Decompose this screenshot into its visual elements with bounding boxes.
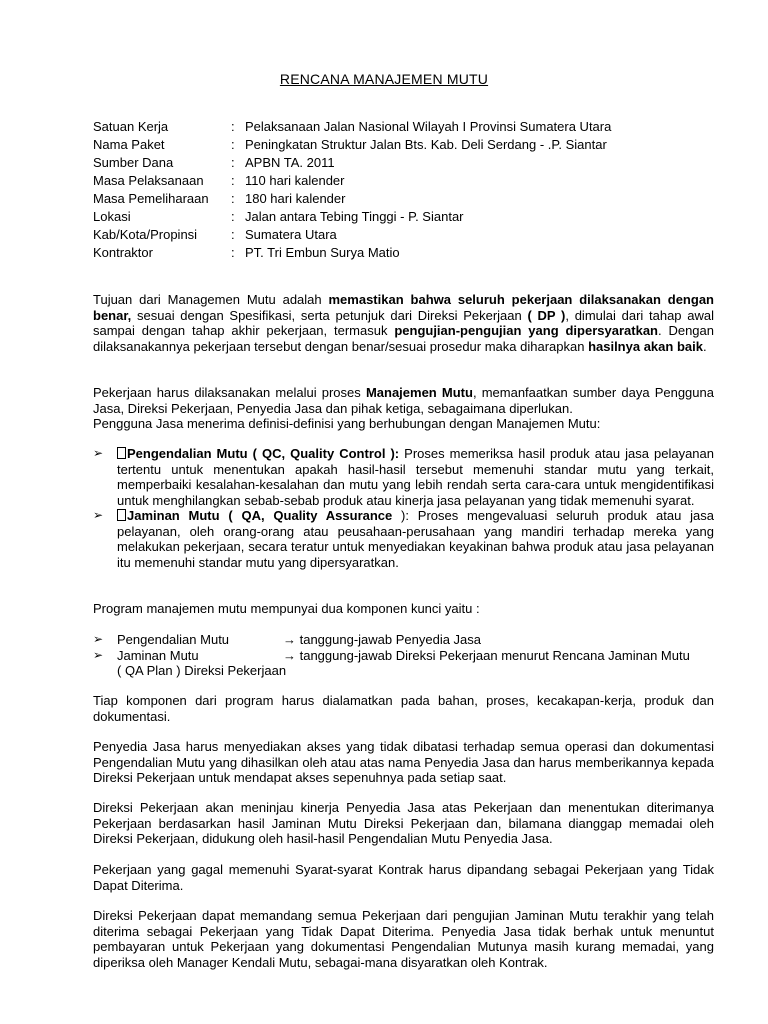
info-value: APBN TA. 2011	[245, 155, 335, 170]
square-glyph-icon	[117, 509, 126, 521]
list-item-qa: ➢ Jaminan Mutu ( QA, Quality Assurance ): Proses mengevaluasi seluruh produk atau jasa pelayanan, oleh orang-orang atau peusahaan-perusahaan yang mandiri terhadap mereka yang melakukan pekerjaan, secara teratur untuk menyediakan keyakinan bahwa produk atau jasa pelayanan itu memenuhi standar mutu yang dipersyaratkan.	[93, 508, 714, 570]
paragraph-rejection: Direksi Pekerjaan dapat memandang semua Pekerjaan dari pengujian Jaminan Mutu terakhir yang telah diterima sebagai Pekerjaan yang Tidak Dapat Diterima. Penyedia Jasa tidak berhak untuk menuntut pembayaran untuk Pekerjaan yang dokumentasi Pengendalian Mutunya masih kurang memadai, yang diperiksa oleh Manager Kendali Mutu, sebagai-mana disyaratkan oleh Kontrak.	[93, 908, 714, 970]
info-colon: :	[231, 137, 235, 152]
info-label: Kontraktor	[93, 245, 153, 260]
list-item-component: ➢ Jaminan Mutu → tanggung-jawab Direksi Pekerjaan menurut Rencana Jaminan Mutu ( QA Plan ) Direksi Pekerjaan	[93, 647, 690, 678]
components-list	[93, 632, 714, 679]
square-glyph-icon	[117, 447, 126, 459]
info-value: 180 hari kalender	[245, 191, 346, 206]
purpose-paragraph: Tujuan dari Managemen Mutu adalah memastikan bahwa seluruh pekerjaan dilaksanakan dengan benar, sesuai dengan Spesifikasi, serta petunjuk dari Direksi Pekerjaan ( DP ), dimulai dari tahap awal sampai dengan tahap akhir pekerjaan, termasuk pengujian-pengujian yang dipersyaratkan. Dengan dilaksanakannya pekerjaan tersebut dengan benar/sesuai prosedur maka diharapkan hasilnya akan baik.	[93, 292, 714, 354]
info-row	[93, 226, 713, 244]
info-row	[93, 190, 713, 208]
info-row	[93, 118, 713, 136]
list-item-qc: ➢ Pengendalian Mutu ( QC, Quality Control ): Proses memeriksa hasil produk atau jasa pelayanan tertentu untuk menentukan apakah hasil-hasil tersebut memenuhi standar mutu yang terkait, memperbaiki kesalahan-kesalahan dan mutu yang lebih rendah serta cara-cara untuk mengidentifikasi untuk menghilangkan sebab-sebab produk atau kinerja jasa pelayanan yang tidak memenuhi syarat.	[93, 446, 714, 508]
info-colon: :	[231, 155, 235, 170]
info-label: Masa Pemeliharaan	[93, 191, 209, 206]
paragraph-failed-work: Pekerjaan yang gagal memenuhi Syarat-syarat Kontrak harus dipandang sebagai Pekerjaan yang Tidak Dapat Diterima.	[93, 862, 714, 893]
info-label: Lokasi	[93, 209, 131, 224]
info-row	[93, 154, 713, 172]
info-colon: :	[231, 173, 235, 188]
project-info-table	[93, 118, 713, 262]
info-label: Nama Paket	[93, 137, 165, 152]
info-value: 110 hari kalender	[245, 173, 345, 188]
info-colon: :	[231, 191, 235, 206]
paragraph-components: Tiap komponen dari program harus dialamatkan pada bahan, proses, kecakapan-kerja, produk dan dokumentasi.	[93, 693, 714, 724]
definition-list	[93, 446, 714, 570]
info-label: Sumber Dana	[93, 155, 174, 170]
arrow-bullet-icon: ➢	[93, 446, 104, 460]
paragraph-access: Penyedia Jasa harus menyediakan akses yang tidak dibatasi terhadap semua operasi dan dokumentasi Pengendalian Mutu yang dihasilkan oleh atau atas nama Penyedia Jasa dan harus memberikannya kepada Direksi Pekerjaan untuk mendapat akses sepenuhnya pada setiap saat.	[93, 739, 714, 785]
info-value: Pelaksanaan Jalan Nasional Wilayah I Provinsi Sumatera Utara	[245, 119, 612, 134]
info-value: Peningkatan Struktur Jalan Bts. Kab. Deli Serdang - .P. Siantar	[245, 137, 607, 152]
info-value: Sumatera Utara	[245, 227, 337, 242]
info-label: Masa Pelaksanaan	[93, 173, 204, 188]
process-paragraph: Pekerjaan harus dilaksanakan melalui proses Manajemen Mutu, memanfaatkan sumber daya Pengguna Jasa, Direksi Pekerjaan, Penyedia Jasa dan pihak ketiga, sebagaimana diperlukan. Pengguna Jasa menerima definisi-definisi yang berhubungan dengan Manajemen Mutu:	[93, 385, 714, 431]
info-colon: :	[231, 119, 235, 134]
arrow-bullet-icon: ➢	[93, 632, 104, 646]
arrow-bullet-icon: ➢	[93, 647, 104, 662]
info-row	[93, 172, 713, 190]
arrow-bullet-icon: ➢	[93, 508, 104, 522]
info-row	[93, 136, 713, 154]
info-colon: :	[231, 227, 235, 242]
list-item-component: ➢ Pengendalian Mutu → tanggung-jawab Penyedia Jasa	[93, 632, 482, 647]
info-label: Satuan Kerja	[93, 119, 169, 134]
info-row	[93, 244, 713, 262]
paragraph-review: Direksi Pekerjaan akan meninjau kinerja Penyedia Jasa atas Pekerjaan dan menentukan diterimanya Pekerjaan berdasarkan hasil Jaminan Mutu Direksi Pekerjaan dan, bilamana dianggap memadai oleh Direksi Pekerjaan, didukung oleh hasil-hasil Pengendalian Mutu Penyedia Jasa.	[93, 800, 714, 846]
info-value: PT. Tri Embun Surya Matio	[245, 245, 400, 260]
info-colon: :	[231, 245, 235, 260]
components-intro: Program manajemen mutu mempunyai dua komponen kunci yaitu :	[93, 601, 480, 616]
info-label: Kab/Kota/Propinsi	[93, 227, 198, 242]
info-value: Jalan antara Tebing Tinggi - P. Siantar	[245, 209, 464, 224]
document-title: RENCANA MANAJEMEN MUTU	[279, 71, 489, 87]
info-colon: :	[231, 209, 235, 224]
info-row	[93, 208, 713, 226]
